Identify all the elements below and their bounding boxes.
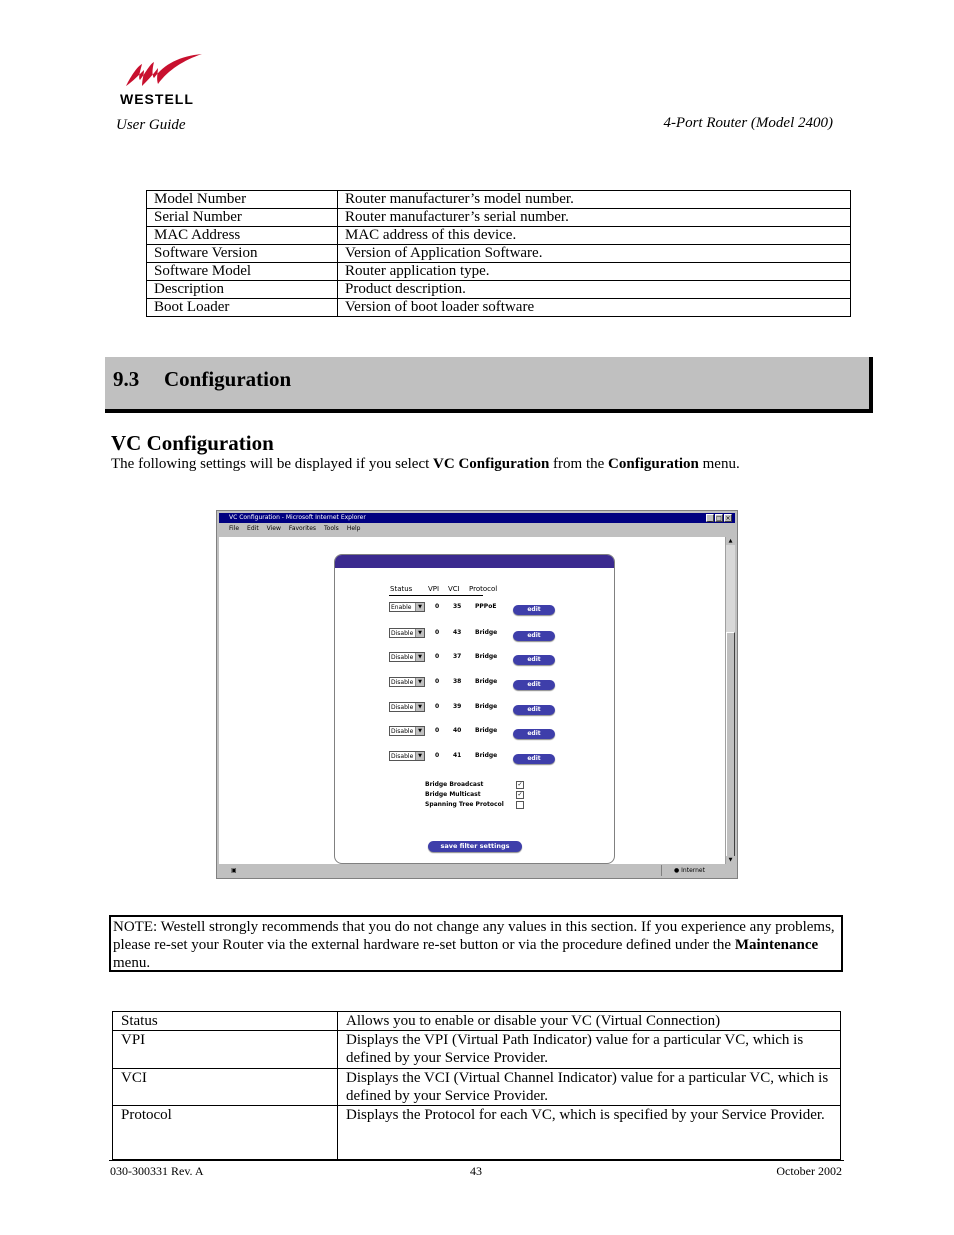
edit-button[interactable]: edit [513, 605, 555, 615]
section-banner [105, 357, 873, 413]
westell-logo-mark-icon [118, 52, 208, 92]
globe-icon: ● [674, 867, 682, 874]
vci-value: 41 [453, 752, 462, 759]
vc-row [389, 602, 559, 614]
chevron-down-icon[interactable]: ▼ [415, 752, 424, 760]
vci-value: 40 [453, 727, 462, 734]
header-left: User Guide [116, 117, 186, 133]
edit-button[interactable]: edit [513, 705, 555, 715]
info-table [146, 190, 851, 317]
chevron-down-icon[interactable]: ▼ [415, 703, 424, 711]
chevron-down-icon[interactable]: ▼ [415, 603, 424, 611]
field-desc-cell: Displays the VCI (Virtual Channel Indicator) value for a particular VC, which is defined by your Service Provider. [338, 1069, 841, 1106]
vci-value: 37 [453, 653, 462, 660]
maximize-icon[interactable]: □ [716, 515, 722, 522]
vpi-value: 0 [435, 727, 440, 734]
minimize-icon[interactable]: _ [706, 514, 714, 522]
vci-value: 38 [453, 678, 462, 685]
vpi-value: 0 [435, 603, 440, 610]
field-desc-cell: Product description. [338, 281, 851, 299]
menu-item-tools[interactable]: Tools [324, 525, 339, 532]
edit-button[interactable]: edit [513, 754, 555, 764]
field-desc-cell: Allows you to enable or disable your VC (Virtual Connection) [338, 1012, 841, 1031]
table-row [147, 191, 851, 209]
field-name-cell: Description [147, 281, 338, 299]
window-title: VC Configuration - Microsoft Internet Explorer [229, 514, 366, 521]
header-right: 4-Port Router (Model 2400) [663, 115, 833, 131]
status-value: Disable [391, 704, 414, 711]
bridge-broadcast-label: Bridge Broadcast [425, 781, 484, 788]
status-select[interactable] [389, 628, 425, 638]
col-vpi: VPI [428, 585, 440, 593]
protocol-value: Bridge [475, 727, 498, 734]
status-select[interactable] [389, 702, 425, 712]
field-description-table [112, 1011, 841, 1160]
vpi-value: 0 [435, 678, 440, 685]
vci-value: 43 [453, 629, 462, 636]
vc-intro-text: The following settings will be displayed if you select VC Configuration from the Configuration menu. [111, 456, 740, 472]
status-value: Disable [391, 654, 414, 661]
menu-item-help[interactable]: Help [346, 525, 361, 532]
header-divider [389, 595, 483, 596]
field-name-cell: Boot Loader [147, 299, 338, 317]
vc-row [389, 751, 559, 763]
zone-indicator: ● Internet [661, 865, 731, 876]
browser-screenshot [216, 510, 738, 879]
bridge-multicast-checkbox[interactable]: ✓ [517, 791, 523, 798]
bridge-broadcast-checkbox[interactable]: ✓ [517, 781, 523, 788]
field-desc-cell: Router application type. [338, 263, 851, 281]
table-row [113, 1106, 841, 1160]
field-name-cell: VCI [113, 1069, 338, 1106]
col-status: Status [390, 585, 413, 593]
panel-header-bar [335, 555, 614, 568]
table-row [147, 245, 851, 263]
vpi-value: 0 [435, 752, 440, 759]
vci-value: 39 [453, 703, 462, 710]
edit-button[interactable]: edit [513, 680, 555, 690]
scroll-thumb[interactable] [726, 632, 735, 857]
menu-item-file[interactable]: File [229, 525, 240, 532]
status-select[interactable] [389, 726, 425, 736]
browser-statusbar [219, 865, 735, 876]
protocol-value: Bridge [475, 653, 498, 660]
bridge-multicast-label: Bridge Multicast [425, 791, 481, 798]
status-select[interactable] [389, 677, 425, 687]
vc-row [389, 677, 559, 689]
status-value: Disable [391, 753, 414, 760]
status-select[interactable] [389, 751, 425, 761]
vc-config-panel [334, 554, 615, 864]
status-select[interactable] [389, 652, 425, 662]
field-name-cell: MAC Address [147, 227, 338, 245]
col-vci: VCI [448, 585, 460, 593]
vc-row [389, 726, 559, 738]
vertical-scrollbar[interactable] [725, 537, 735, 864]
vc-row [389, 702, 559, 714]
edit-button[interactable]: edit [513, 655, 555, 665]
browser-content [219, 537, 726, 864]
status-value: Disable [391, 630, 414, 637]
note-box: NOTE: Westell strongly recommends that you do not change any values in this section. If you experience any problems, please re-set your Router via the external hardware re-set button or via the procedure defined under the Maintenance menu. [109, 915, 843, 972]
field-name-cell: Software Version [147, 245, 338, 263]
field-desc-cell: Version of boot loader software [338, 299, 851, 317]
field-desc-cell: Displays the Protocol for each VC, which is specified by your Service Provider. [338, 1106, 841, 1160]
page-number: 43 [470, 1164, 482, 1178]
field-desc-cell: Version of Application Software. [338, 245, 851, 263]
footer-rule [109, 1160, 844, 1161]
spanning-tree-label: Spanning Tree Protocol [425, 801, 504, 808]
field-name-cell: Serial Number [147, 209, 338, 227]
protocol-value: Bridge [475, 752, 498, 759]
chevron-down-icon[interactable]: ▼ [415, 653, 424, 661]
vpi-value: 0 [435, 653, 440, 660]
scroll-up-icon[interactable]: ▲ [726, 537, 735, 545]
section-title: Configuration [164, 367, 292, 391]
footer-right: October 2002 [776, 1164, 842, 1178]
browser-menubar [219, 524, 735, 534]
vpi-value: 0 [435, 629, 440, 636]
vc-configuration-heading: VC Configuration [111, 431, 274, 455]
table-row [147, 227, 851, 245]
field-name-cell: VPI [113, 1031, 338, 1069]
status-value: Enable [391, 604, 412, 611]
field-name-cell: Protocol [113, 1106, 338, 1160]
protocol-value: PPPoE [475, 603, 497, 610]
window-buttons [706, 514, 732, 522]
chevron-down-icon[interactable]: ▼ [415, 629, 424, 637]
logo-text: WESTELL [120, 91, 194, 107]
protocol-value: Bridge [475, 678, 498, 685]
vci-value: 35 [453, 603, 462, 610]
spanning-tree-checkbox[interactable] [516, 801, 524, 809]
table-row [147, 263, 851, 281]
menu-item-edit[interactable]: Edit [247, 525, 259, 532]
menu-item-favorites[interactable]: Favorites [288, 525, 317, 532]
field-desc-cell: Displays the VPI (Virtual Path Indicator) value for a particular VC, which is defined by your Service Provider. [338, 1031, 841, 1069]
table-row [147, 281, 851, 299]
table-row [147, 209, 851, 227]
table-row [113, 1031, 841, 1069]
section-number: 9.3 [113, 367, 140, 391]
close-icon[interactable]: × [725, 515, 731, 522]
menu-item-view[interactable]: View [266, 525, 281, 532]
edit-button[interactable]: edit [513, 729, 555, 739]
field-desc-cell: Router manufacturer’s serial number. [338, 209, 851, 227]
edit-button[interactable]: edit [513, 631, 555, 641]
status-value: Disable [391, 728, 414, 735]
footer-left: 030-300331 Rev. A [110, 1164, 204, 1178]
scroll-down-icon[interactable]: ▼ [726, 856, 735, 864]
field-desc-cell: Router manufacturer’s model number. [338, 191, 851, 209]
chevron-down-icon[interactable]: ▼ [415, 727, 424, 735]
browser-titlebar [219, 513, 735, 523]
vc-row [389, 652, 559, 664]
status-select[interactable] [389, 602, 425, 612]
vpi-value: 0 [435, 703, 440, 710]
table-row [113, 1069, 841, 1106]
table-row [147, 299, 851, 317]
col-protocol: Protocol [469, 585, 498, 593]
status-value: Disable [391, 679, 414, 686]
field-name-cell: Model Number [147, 191, 338, 209]
vc-row [389, 628, 559, 640]
page-icon: ▣ [231, 867, 237, 874]
field-desc-cell: MAC address of this device. [338, 227, 851, 245]
table-row [113, 1012, 841, 1031]
field-name-cell: Software Model [147, 263, 338, 281]
field-name-cell: Status [113, 1012, 338, 1031]
save-filter-settings-button[interactable]: save filter settings [428, 841, 522, 852]
protocol-value: Bridge [475, 703, 498, 710]
chevron-down-icon[interactable]: ▼ [415, 678, 424, 686]
protocol-value: Bridge [475, 629, 498, 636]
